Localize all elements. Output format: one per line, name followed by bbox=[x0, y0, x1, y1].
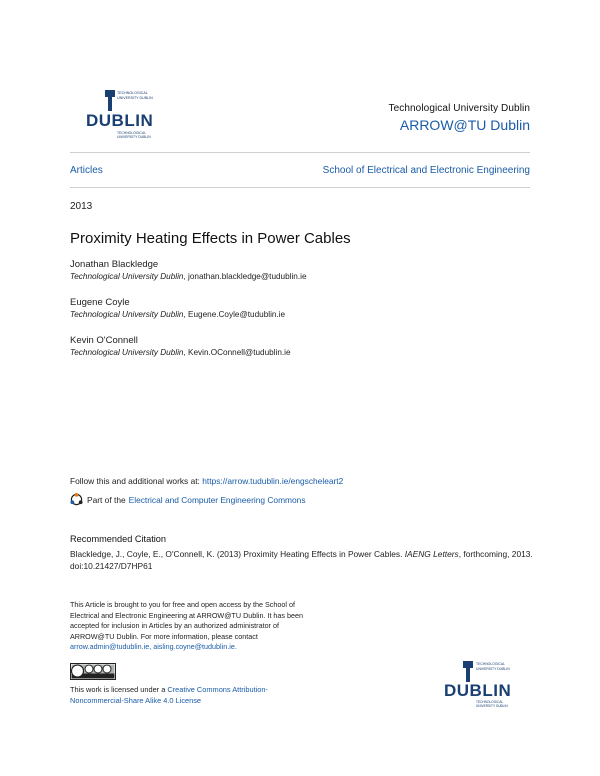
author-affiliation: Technological University Dublin, Kevin.OConnell@tudublin.ie bbox=[70, 348, 291, 357]
part-of-commons: Part of the Electrical and Computer Engineering Commons bbox=[70, 493, 306, 506]
cc-license-badge-icon[interactable] bbox=[70, 663, 116, 680]
author-name: Eugene Coyle bbox=[70, 297, 130, 308]
author-email[interactable]: , Eugene.Coyle@tudublin.ie bbox=[183, 310, 286, 319]
commons-link[interactable]: Electrical and Computer Engineering Commons bbox=[128, 494, 306, 505]
logo-sub-2: UNIVERSITY DUBLIN bbox=[117, 135, 151, 138]
institution-name: Technological University Dublin bbox=[388, 103, 530, 114]
collection-links bbox=[70, 165, 530, 176]
follow-works: Follow this and additional works at: https://arrow.tudublin.ie/engscheleart2 bbox=[70, 476, 344, 486]
follow-url-link[interactable]: https://arrow.tudublin.ie/engscheleart2 bbox=[202, 476, 344, 486]
license-link[interactable]: Creative Commons Attribution-Noncommercial-Share Alike 4.0 License bbox=[70, 685, 268, 705]
author-affiliation: Technological University Dublin, jonathan.blackledge@tudublin.ie bbox=[70, 272, 307, 281]
tu-dublin-logo-footer[interactable] bbox=[443, 660, 525, 708]
author-entry bbox=[70, 259, 530, 283]
logo-line-2: UNIVERSITY DUBLIN bbox=[117, 96, 153, 100]
author-list bbox=[70, 259, 530, 373]
article-title: Proximity Heating Effects in Power Cables bbox=[70, 230, 351, 247]
license-statement: This work is licensed under a Creative Commons Attribution-Noncommercial-Share Alike 4.0 License bbox=[70, 685, 268, 705]
author-affiliation: Technological University Dublin, Eugene.Coyle@tudublin.ie bbox=[70, 310, 286, 319]
repository-link[interactable]: ARROW@TU Dublin bbox=[399, 117, 530, 133]
author-email[interactable]: , Kevin.OConnell@tudublin.ie bbox=[183, 348, 291, 357]
author-entry bbox=[70, 297, 530, 321]
logo-line-1: TECHNOLOGICAL bbox=[117, 91, 148, 95]
author-email[interactable]: , jonathan.blackledge@tudublin.ie bbox=[183, 272, 307, 281]
logo-sub-1: TECHNOLOGICAL bbox=[117, 131, 147, 135]
author-name: Jonathan Blackledge bbox=[70, 259, 159, 270]
top-divider bbox=[70, 152, 530, 153]
articles-link[interactable]: Articles bbox=[70, 165, 103, 176]
institution-header bbox=[389, 103, 531, 133]
recommended-citation-heading: Recommended Citation bbox=[70, 534, 167, 544]
citation-text: Blackledge, J., Coyle, E., O'Connell, K. (2013) Proximity Heating Effects in Power Cables. IAENG Letters, forthcoming, 2013. doi:10.21427/D7HP61 bbox=[70, 549, 533, 571]
contact-emails[interactable]: arrow.admin@tudublin.ie, aisling.coyne@tudublin.ie. bbox=[70, 642, 237, 651]
footer-logo-sub-1: TECHNOLOGICAL bbox=[476, 700, 504, 704]
access-notice: This Article is brought to you for free and open access by the School of Electrical and Electronic Engineering at ARROW@TU Dublin. It has been accepted for inclusion in Articles by an authorized administrator of ARROW@TU Dublin. For more information, please contact arrow.admin@tudublin.ie, aisling.coyne@tudublin.ie. bbox=[70, 600, 304, 651]
bottom-divider bbox=[70, 187, 530, 188]
author-entry bbox=[70, 335, 530, 359]
footer-logo-sub-2: UNIVERSITY DUBLIN bbox=[476, 704, 508, 708]
footer-logo-line-1: TECHNOLOGICAL bbox=[476, 662, 506, 666]
footer-logo-word: DUBLIN bbox=[444, 681, 512, 700]
school-link[interactable]: School of Electrical and Electronic Engineering bbox=[322, 165, 530, 176]
publication-year: 2013 bbox=[70, 201, 93, 212]
journal-name: IAENG Letters bbox=[404, 549, 459, 559]
network-icon bbox=[70, 493, 83, 506]
logo-word: DUBLIN bbox=[86, 111, 154, 130]
tu-dublin-logo[interactable] bbox=[85, 88, 165, 138]
footer-logo-line-2: UNIVERSITY DUBLIN bbox=[476, 667, 510, 671]
author-name: Kevin O'Connell bbox=[70, 335, 138, 346]
